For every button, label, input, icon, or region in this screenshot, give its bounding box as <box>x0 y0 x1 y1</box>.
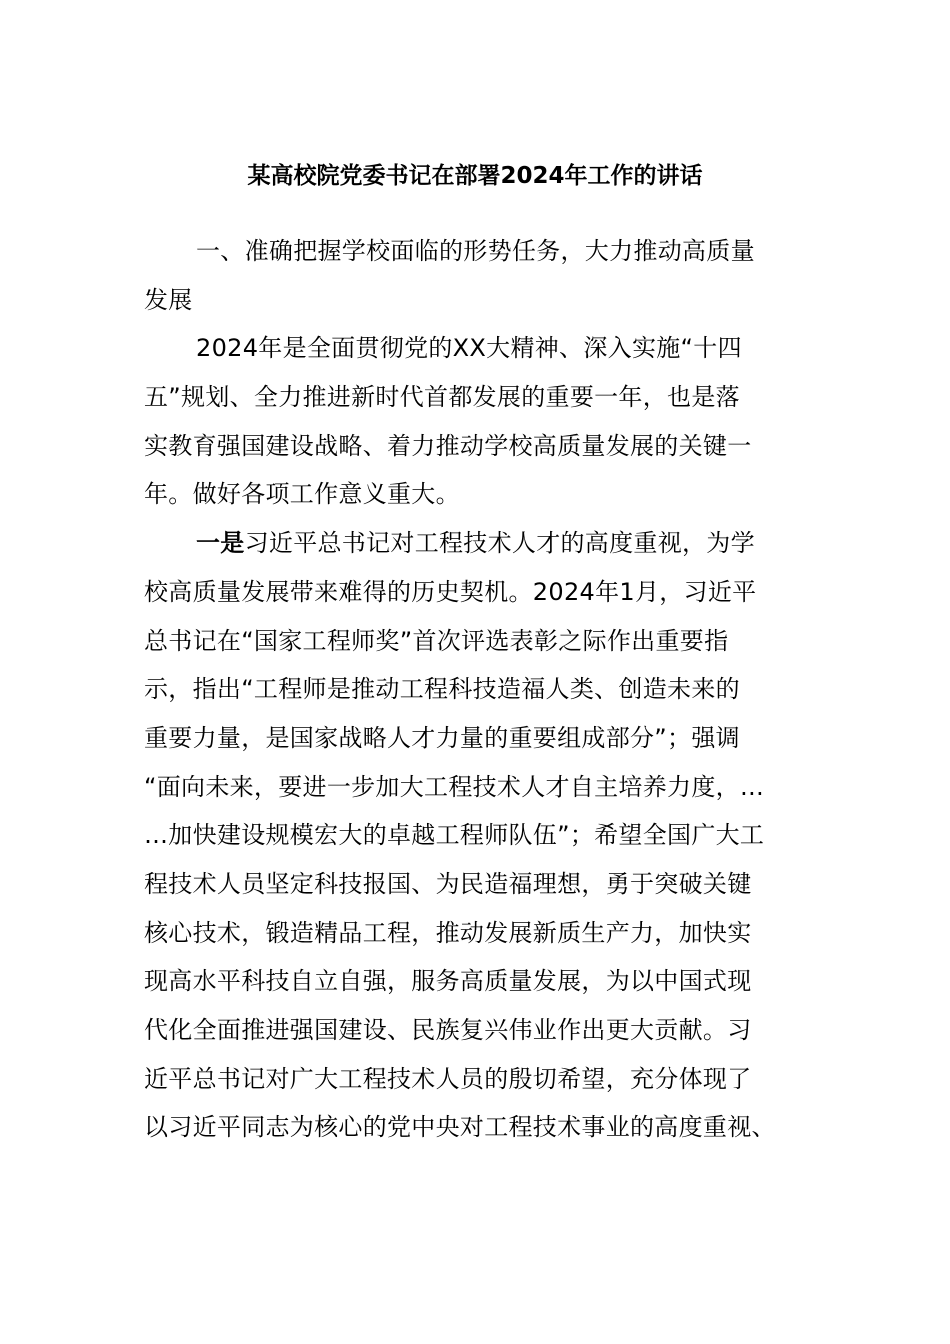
paragraph-line: 年。做好各项工作意义重大。 <box>144 480 460 509</box>
paragraph-2 <box>144 519 806 1152</box>
paragraph-line: 现高水平科技自立自强，服务高质量发展，为以中国式现 <box>144 967 752 996</box>
paragraph-line: 实教育强国建设战略、着力推动学校高质量发展的关键一 <box>144 431 752 460</box>
paragraph-line <box>144 519 806 568</box>
document-title: 某高校院党委书记在部署2024年工作的讲话 <box>247 163 703 189</box>
paragraph-line: “面向未来，要进一步加大工程技术人才自主培养力度，… <box>144 772 765 801</box>
document-body <box>144 227 806 1152</box>
paragraph-line: 重要力量，是国家战略人才力量的重要组成部分”；强调 <box>144 723 740 752</box>
paragraph-line: 校高质量发展带来难得的历史契机。2024年1月，习近平 <box>144 577 757 606</box>
section-heading <box>144 227 806 324</box>
paragraph-1 <box>144 324 806 519</box>
section-heading-line: 一、准确把握学校面临的形势任务，大力推动高质量 <box>196 237 755 265</box>
paragraph-line: 示，指出“工程师是推动工程科技造福人类、创造未来的 <box>144 675 740 704</box>
paragraph-line: 以习近平同志为核心的党中央对工程技术事业的高度重视、 <box>144 1113 776 1142</box>
paragraph-line: 程技术人员坚定科技报国、为民造福理想，勇于突破关键 <box>144 869 752 898</box>
paragraph-line: 五”规划、全力推进新时代首都发展的重要一年，也是落 <box>144 383 740 412</box>
paragraph-line: …加快建设规模宏大的卓越工程师队伍”；希望全国广大工 <box>144 821 765 850</box>
paragraph-lead-bold: 一是 <box>196 529 245 558</box>
paragraph-line: 代化全面推进强国建设、民族复兴伟业作出更大贡献。习 <box>144 1016 752 1044</box>
paragraph-line: 近平总书记对广大工程技术人员的殷切希望，充分体现了 <box>144 1064 752 1093</box>
paragraph-line: 总书记在“国家工程师奖”首次评选表彰之际作出重要指 <box>144 626 729 655</box>
section-heading-line: 发展 <box>144 285 193 314</box>
paragraph-line: 核心技术，锻造精品工程，推动发展新质生产力，加快实 <box>144 918 752 947</box>
paragraph-line: 2024年是全面贯彻党的XX大精神、深入实施“十四 <box>196 334 742 363</box>
paragraph-line-text: 习近平总书记对工程技术人才的高度重视，为学 <box>244 529 755 558</box>
